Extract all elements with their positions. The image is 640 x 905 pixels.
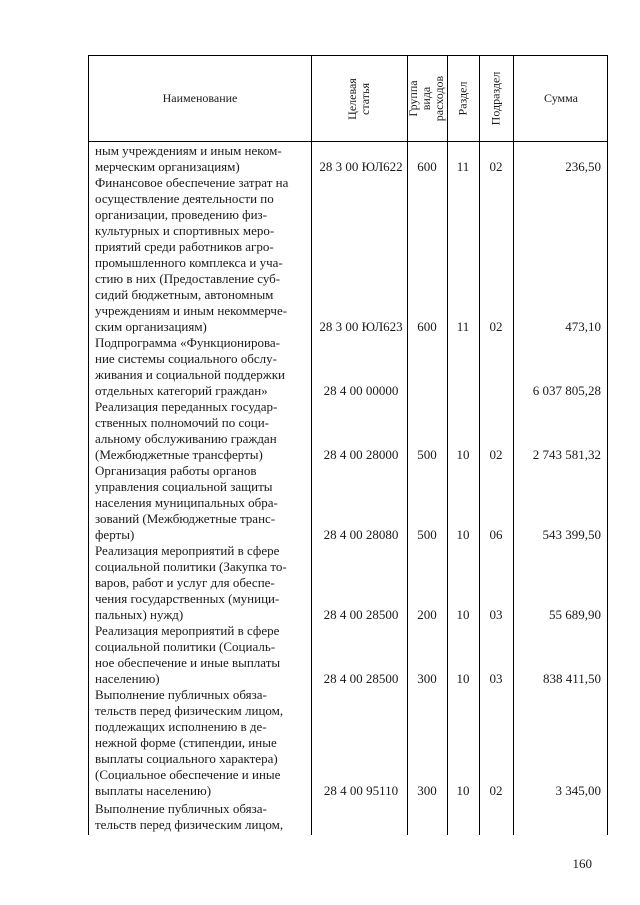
row-subsection: 02 (489, 319, 503, 334)
row-subsection: 02 (489, 159, 503, 174)
row-sum: 838 411,50 (542, 671, 601, 686)
row-name: Реализация мероприятий в сфере социальной политики (Социаль- ное обеспечение и иные выплаты населению) (95, 623, 281, 686)
row-code: 28 4 00 28080 (323, 527, 399, 542)
header-section-label: Раздел (455, 81, 470, 116)
table-row (89, 463, 609, 543)
row-group: 600 (417, 159, 437, 174)
row-sum: 236,50 (565, 159, 601, 174)
table-row (89, 143, 609, 175)
header-target-label: Целевая статья (344, 77, 372, 120)
row-name: Финансовое обеспечение затрат на осуществление деятельности по организации, проведению физ- культурных и спортивных меро- приятий среди работников агро- промышленного комплекса и уча- стию в них (Предоставление суб- сидий бюджетным, автономным учреждениям и иным некоммерче- ским организациям) (95, 175, 289, 334)
row-code: 28 4 00 28500 (323, 607, 399, 622)
row-group: 500 (417, 447, 437, 462)
row-subsection: 02 (489, 447, 503, 462)
row-name: Организация работы органов управления социальной защиты населения муниципальных обра- зований (Межбюджетные транс- ферты) (95, 463, 278, 542)
table-row (89, 335, 609, 399)
row-section: 10 (456, 783, 470, 798)
row-code: 28 4 00 28500 (323, 671, 399, 686)
row-group: 200 (417, 607, 437, 622)
header-subsection-label: Подраздел (488, 71, 503, 126)
row-section: 11 (456, 319, 470, 334)
header-group (407, 56, 447, 141)
row-sum: 2 743 581,32 (532, 447, 601, 462)
row-group: 500 (417, 527, 437, 542)
header-divider (89, 141, 607, 142)
row-code: 28 4 00 95110 (323, 783, 399, 798)
row-section: 10 (456, 607, 470, 622)
row-sum: 3 345,00 (555, 783, 601, 798)
header-sum-label: Сумма (544, 91, 578, 105)
row-sum: 473,10 (565, 319, 601, 334)
row-name: Подпрограмма «Функционирова- ние системы социального обслу- живания и социальной поддержки отдельных категорий граждан» (95, 335, 286, 398)
row-name: Реализация мероприятий в сфере социальной политики (Закупка то- варов, работ и услуг для обеспе- чения государственных (муници- пальных) нужд) (95, 543, 287, 622)
header-sum (513, 56, 609, 141)
row-name: Выполнение публичных обяза- тельств перед физическим лицом, подлежащих исполнению в де- нежной форме (стипендии, иные выплаты социального характера) (Социальное обеспечение и иные выплаты населению) (95, 687, 284, 798)
row-name: ным учреждениям и иным неком- мерческим организациям) (95, 143, 282, 174)
row-sum: 543 399,50 (542, 527, 601, 542)
table-row (89, 801, 609, 835)
table-row (89, 623, 609, 687)
row-section: 10 (456, 671, 470, 686)
table-row (89, 687, 609, 799)
header-group-label: Группа вида расходов (406, 75, 447, 122)
row-subsection: 06 (489, 527, 503, 542)
header-name (89, 56, 311, 141)
row-group: 600 (417, 319, 437, 334)
row-name: Реализация переданных государ- ственных полномочий по соци- альному обслуживанию граждан (Межбюджетные трансферты) (95, 399, 278, 462)
row-code: 28 3 00 ЮЛ623 (319, 319, 403, 334)
row-code: 28 4 00 00000 (323, 383, 399, 398)
row-subsection: 03 (489, 671, 503, 686)
row-group: 300 (417, 783, 437, 798)
row-name: Выполнение публичных обяза- тельств перед физическим лицом, (95, 801, 284, 832)
row-section: 10 (456, 527, 470, 542)
row-subsection: 03 (489, 607, 503, 622)
row-section: 10 (456, 447, 470, 462)
row-sum: 6 037 805,28 (532, 383, 601, 398)
page-number: 160 (572, 856, 592, 871)
budget-table (88, 55, 608, 835)
header-target (311, 56, 407, 141)
row-group: 300 (417, 671, 437, 686)
row-sum: 55 689,90 (549, 607, 601, 622)
row-subsection: 02 (489, 783, 503, 798)
header-section (447, 56, 479, 141)
row-section: 11 (456, 159, 470, 174)
header-subsection (479, 56, 513, 141)
table-row (89, 175, 609, 335)
header-name-label: Наименование (162, 91, 238, 105)
table-row (89, 543, 609, 623)
row-code: 28 4 00 28000 (323, 447, 399, 462)
table-row (89, 399, 609, 463)
row-code: 28 3 00 ЮЛ622 (319, 159, 403, 174)
